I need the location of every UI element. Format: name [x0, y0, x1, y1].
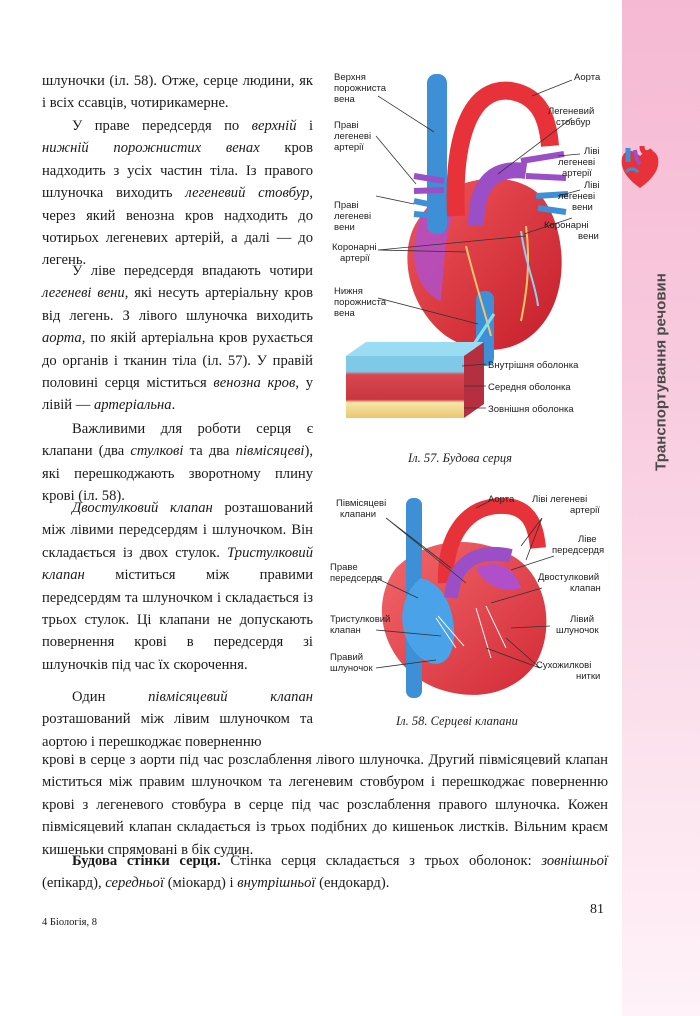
- label-upper-vena-cava: Верхня порожниста вена: [334, 72, 387, 105]
- label-valve-aorta: Аорта: [488, 494, 515, 505]
- paragraph: Будова стінки серця. Стінка серця складається з трьох оболонок: зовнішньої (епікард), середньої (міокард) і внутрішньої (ендокард).: [42, 853, 608, 892]
- label-inner-layer: Внутрішня оболонка: [488, 360, 579, 371]
- label-right-pulmonary-arteries: Праві легеневі артерії: [334, 120, 372, 153]
- page-number: 81: [590, 902, 604, 917]
- paragraph: У праве передсердя по верхній і нижній порожнистих венах кров надходить з усіх частин тіла. Із правого шлуночка виходить легеневий стовбур, через який венозна кров надходить до чотирьох легеневих артерій, а далі — до легень.: [42, 118, 313, 269]
- label-right-atrium: Праве передсердя: [330, 562, 383, 584]
- label-outer-layer: Зовнішня оболонка: [488, 404, 574, 415]
- paragraph: шлуночки (іл. 58). Отже, серце людини, як і всіх ссавців, чотирикамерне.: [42, 73, 313, 112]
- label-lower-vena-cava: Нижня порожниста вена: [334, 286, 387, 319]
- paragraph: Один півмісяцевий клапан розташований між лівим шлуночком та аортою і перешкоджає поверненню: [42, 689, 313, 750]
- footer-signature: 4 Біологія, 8: [42, 917, 97, 928]
- label-semilunar-valves: Півмісяцеві клапани: [336, 498, 387, 520]
- figure-58-caption: Іл. 58. Серцеві клапани: [396, 714, 518, 728]
- label-pulmonary-trunk: Легеневий стовбур: [548, 106, 595, 128]
- paragraph: Важливими для роботи серця є клапани (два стулкові та два півмісяцеві), які перешкоджають зворотному плину крові (іл. 58).: [42, 421, 313, 505]
- label-coronary-arteries: Коронарні артерії: [332, 242, 377, 264]
- label-left-atrium: Ліве передсердя: [552, 534, 605, 556]
- label-right-ventricle: Правий шлуночок: [330, 652, 373, 674]
- label-middle-layer: Середня оболонка: [488, 382, 571, 393]
- label-right-pulmonary-veins: Праві легеневі вени: [334, 200, 372, 233]
- heart-icon: [618, 142, 662, 190]
- label-coronary-veins: Коронарні вени: [544, 220, 599, 242]
- label-aorta: Аорта: [574, 72, 601, 83]
- figure-57-caption: Іл. 57. Будова серця: [408, 451, 512, 465]
- paragraph: крові в серце з аорти під час розслаблення лівого шлуночка. Другий півмісяцевий клапан міститься між правим шлуночком та легеневим стовбуром і перешкоджає поверненню крові з легеневого стовбура в серце під час розслаблення правого шлуночка. Кожен півмісяцевий клапан складається із трьох подібних до кишеньок листків. Вільним краєм кишеньки спрямовані в бік судин.: [42, 752, 608, 858]
- label-chordae: Сухожилкові нитки: [536, 660, 601, 682]
- label-left-pulmonary-arteries: Ліві легеневі артерії: [558, 146, 600, 179]
- heart-valves-figure: [326, 488, 612, 706]
- label-bicuspid-valve: Двостулковий клапан: [538, 572, 601, 594]
- paragraph: Двостулковий клапан розташований між лівими передсердям і шлуночком. Він складається із двох стулок. Тристулковий клапан міститься між правими передсердям та шлуночком і складається із трьох стулок. Ці клапани не допускають повернення крові в передсердя зі шлуночків під час їх скорочення.: [42, 500, 314, 673]
- heart-structure-figure: [326, 66, 612, 436]
- label-left-pulmonary-veins: Ліві легеневі вени: [558, 180, 600, 213]
- label-tricuspid-valve: Тристулковий клапан: [330, 614, 391, 636]
- paragraph: У ліве передсердя впадають чотири легеневі вени, які несуть артеріальну кров від легень. З лівого шлуночка виходить аорта, по якій артеріальна кров рухається до органів і тканин тіла (іл. 57). У правій половині серця міститься венозна кров, у лівій — артеріальна.: [42, 263, 313, 414]
- label-valve-left-pulmonary-arteries: Ліві легеневі артерії: [532, 494, 600, 516]
- chapter-title: Транспортування речовин: [652, 273, 670, 471]
- label-left-ventricle: Лівий шлуночок: [556, 614, 599, 636]
